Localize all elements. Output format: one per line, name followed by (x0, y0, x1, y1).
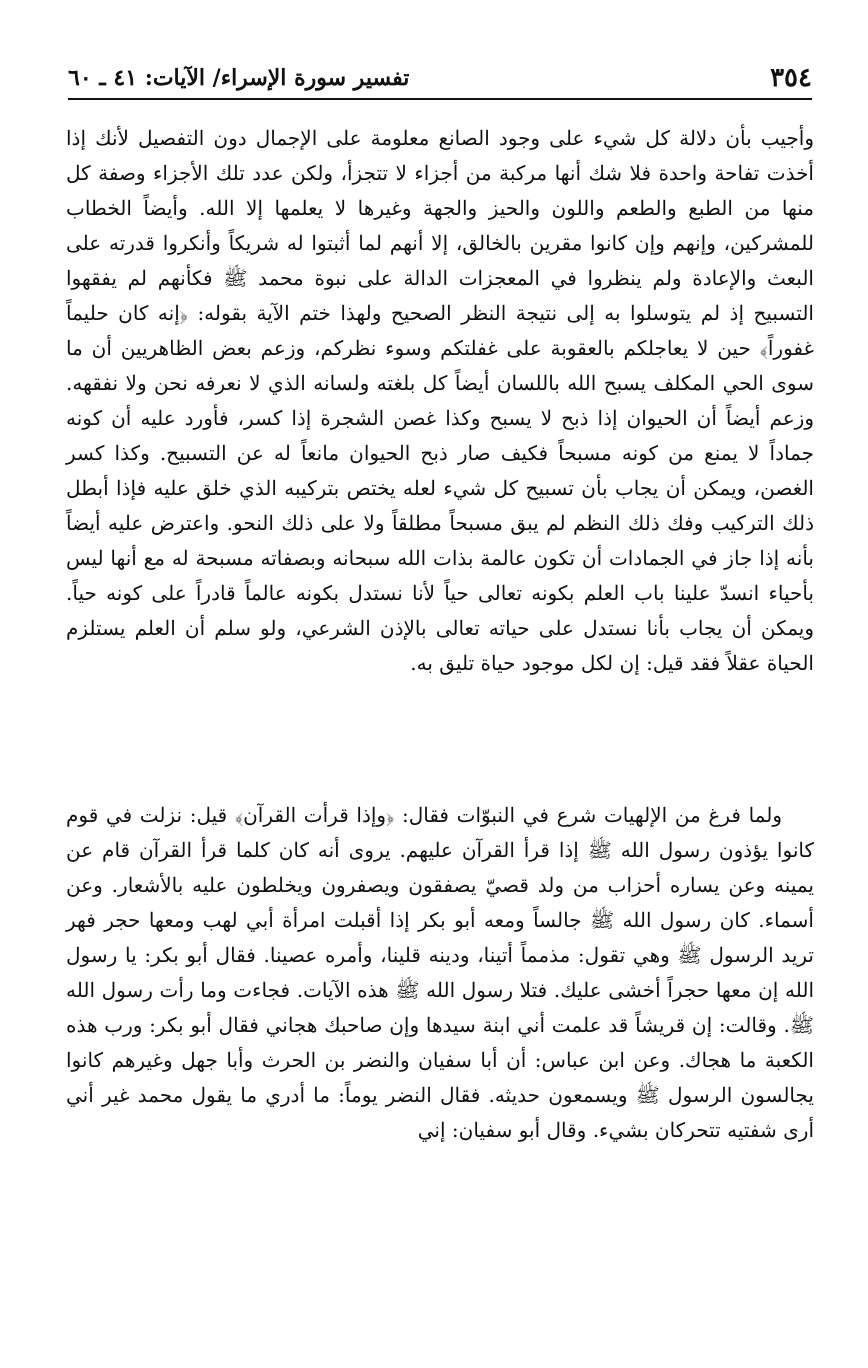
page-number: ٣٥٤ (770, 63, 812, 93)
running-title: تفسير سورة الإسراء/ الآيات: ٤١ ـ ٦٠ (68, 65, 410, 91)
paragraph-2: ولما فرغ من الإلهيات شرع في النبوّات فقال: ﴿وإذا قرأت القرآن﴾ قيل: نزلت في قوم كانوا يؤذون رسول الله ﷺ إذا قرأ القرآن عليهم. يروى أنه كان كلما قرأ القرآن قام عن يمينه وعن يساره أحزاب من ولد قصيّ يصفقون ويصفرون ويخلطون عليه بالأشعار. وعن أسماء. كان رسول الله ﷺ جالساً ومعه أبو بكر إذا أقبلت امرأة أبي لهب ومعها حجر فهر تريد الرسول ﷺ وهي تقول: مذمماً أتينا، ودينه قلينا، وأمره عصينا. فقال أبو بكر: يا رسول الله إن معها حجراً أخشى عليك. فتلا رسول الله ﷺ هذه الآيات. فجاءت وما رأت رسول الله ﷺ. وقالت: إن قريشاً قد علمت أني ابنة سيدها وإن صاحبك هجاني فقال أبو بكر: ورب هذه الكعبة ما هجاك. وعن ابن عباس: أن أبا سفيان والنضر بن الحرث وأبا جهل وغيرهم كانوا يجالسون الرسول ﷺ ويسمعون حديثه. فقال النضر يوماً: ما أدري ما يقول محمد غير أني أرى شفتيه تتحركان بشيء. وقال أبو سفيان: إني (66, 803, 814, 1142)
paragraph-1: وأجيب بأن دلالة كل شيء على وجود الصانع معلومة على الإجمال دون التفصيل لأنك إذا أخذت تفاحة واحدة فلا شك أنها مركبة من أجزاء لا تتجزأ، ولكن عدد تلك الأجزاء وصفة كل منها من الطبع والطعم واللون والحيز والجهة وغيرها لا يعلمها إلا الله. وأيضاً الخطاب للمشركين، وإنهم وإن كانوا مقرين بالخالق، إلا أنهم لما أثبتوا له شريكاً وأنكروا قدرته على البعث والإعادة ولم ينظروا في المعجزات الدالة على نبوة محمد ﷺ فكأنهم لم يفقهوا التسبيح إذ لم يتوسلوا به إلى نتيجة النظر الصحيح ولهذا ختم الآية بقوله: ﴿إنه كان حليماً غفوراً﴾ حين لا يعاجلكم بالعقوبة على غفلتكم وسوء نظركم، وزعم بعض الظاهريين أن ما سوى الحي المكلف يسبح الله باللسان أيضاً كل بلغته ولسانه الذي لا نعرفه نحن ولا نفقهه. وزعم أيضاً أن الحيوان إذا ذبح لا يسبح وكذا غصن الشجرة إذا كسر، فأورد عليه أن كونه جماداً لا يمنع من كونه مسبحاً فكيف صار ذبح الحيوان مانعاً له عن التسبيح. وكذا كسر الغصن، ويمكن أن يجاب بأن تسبيح كل شيء لعله يختص بتركيبه الذي خلق عليه فإذا أبطل ذلك التركيب وفك ذلك النظم لم يبق مسبحاً مطلقاً ولا على ذلك النحو. واعترض عليه أيضاً بأنه إذا جاز في الجمادات أن تكون عالمة بذات الله سبحانه وبصفاته مسبحة له مع أنها ليس بأحياء انسدّ علينا باب العلم بكونه تعالى حياً لأنا نستدل بكونه عالماً قادراً على كونه حياً. ويمكن أن يجاب بأنا نستدل على حياته تعالى بالإذن الشرعي، ولو سلم أن العلم يستلزم الحياة عقلاً فقد قيل: إن لكل موجود حياة تليق به. (66, 126, 815, 675)
page-header (68, 58, 812, 100)
